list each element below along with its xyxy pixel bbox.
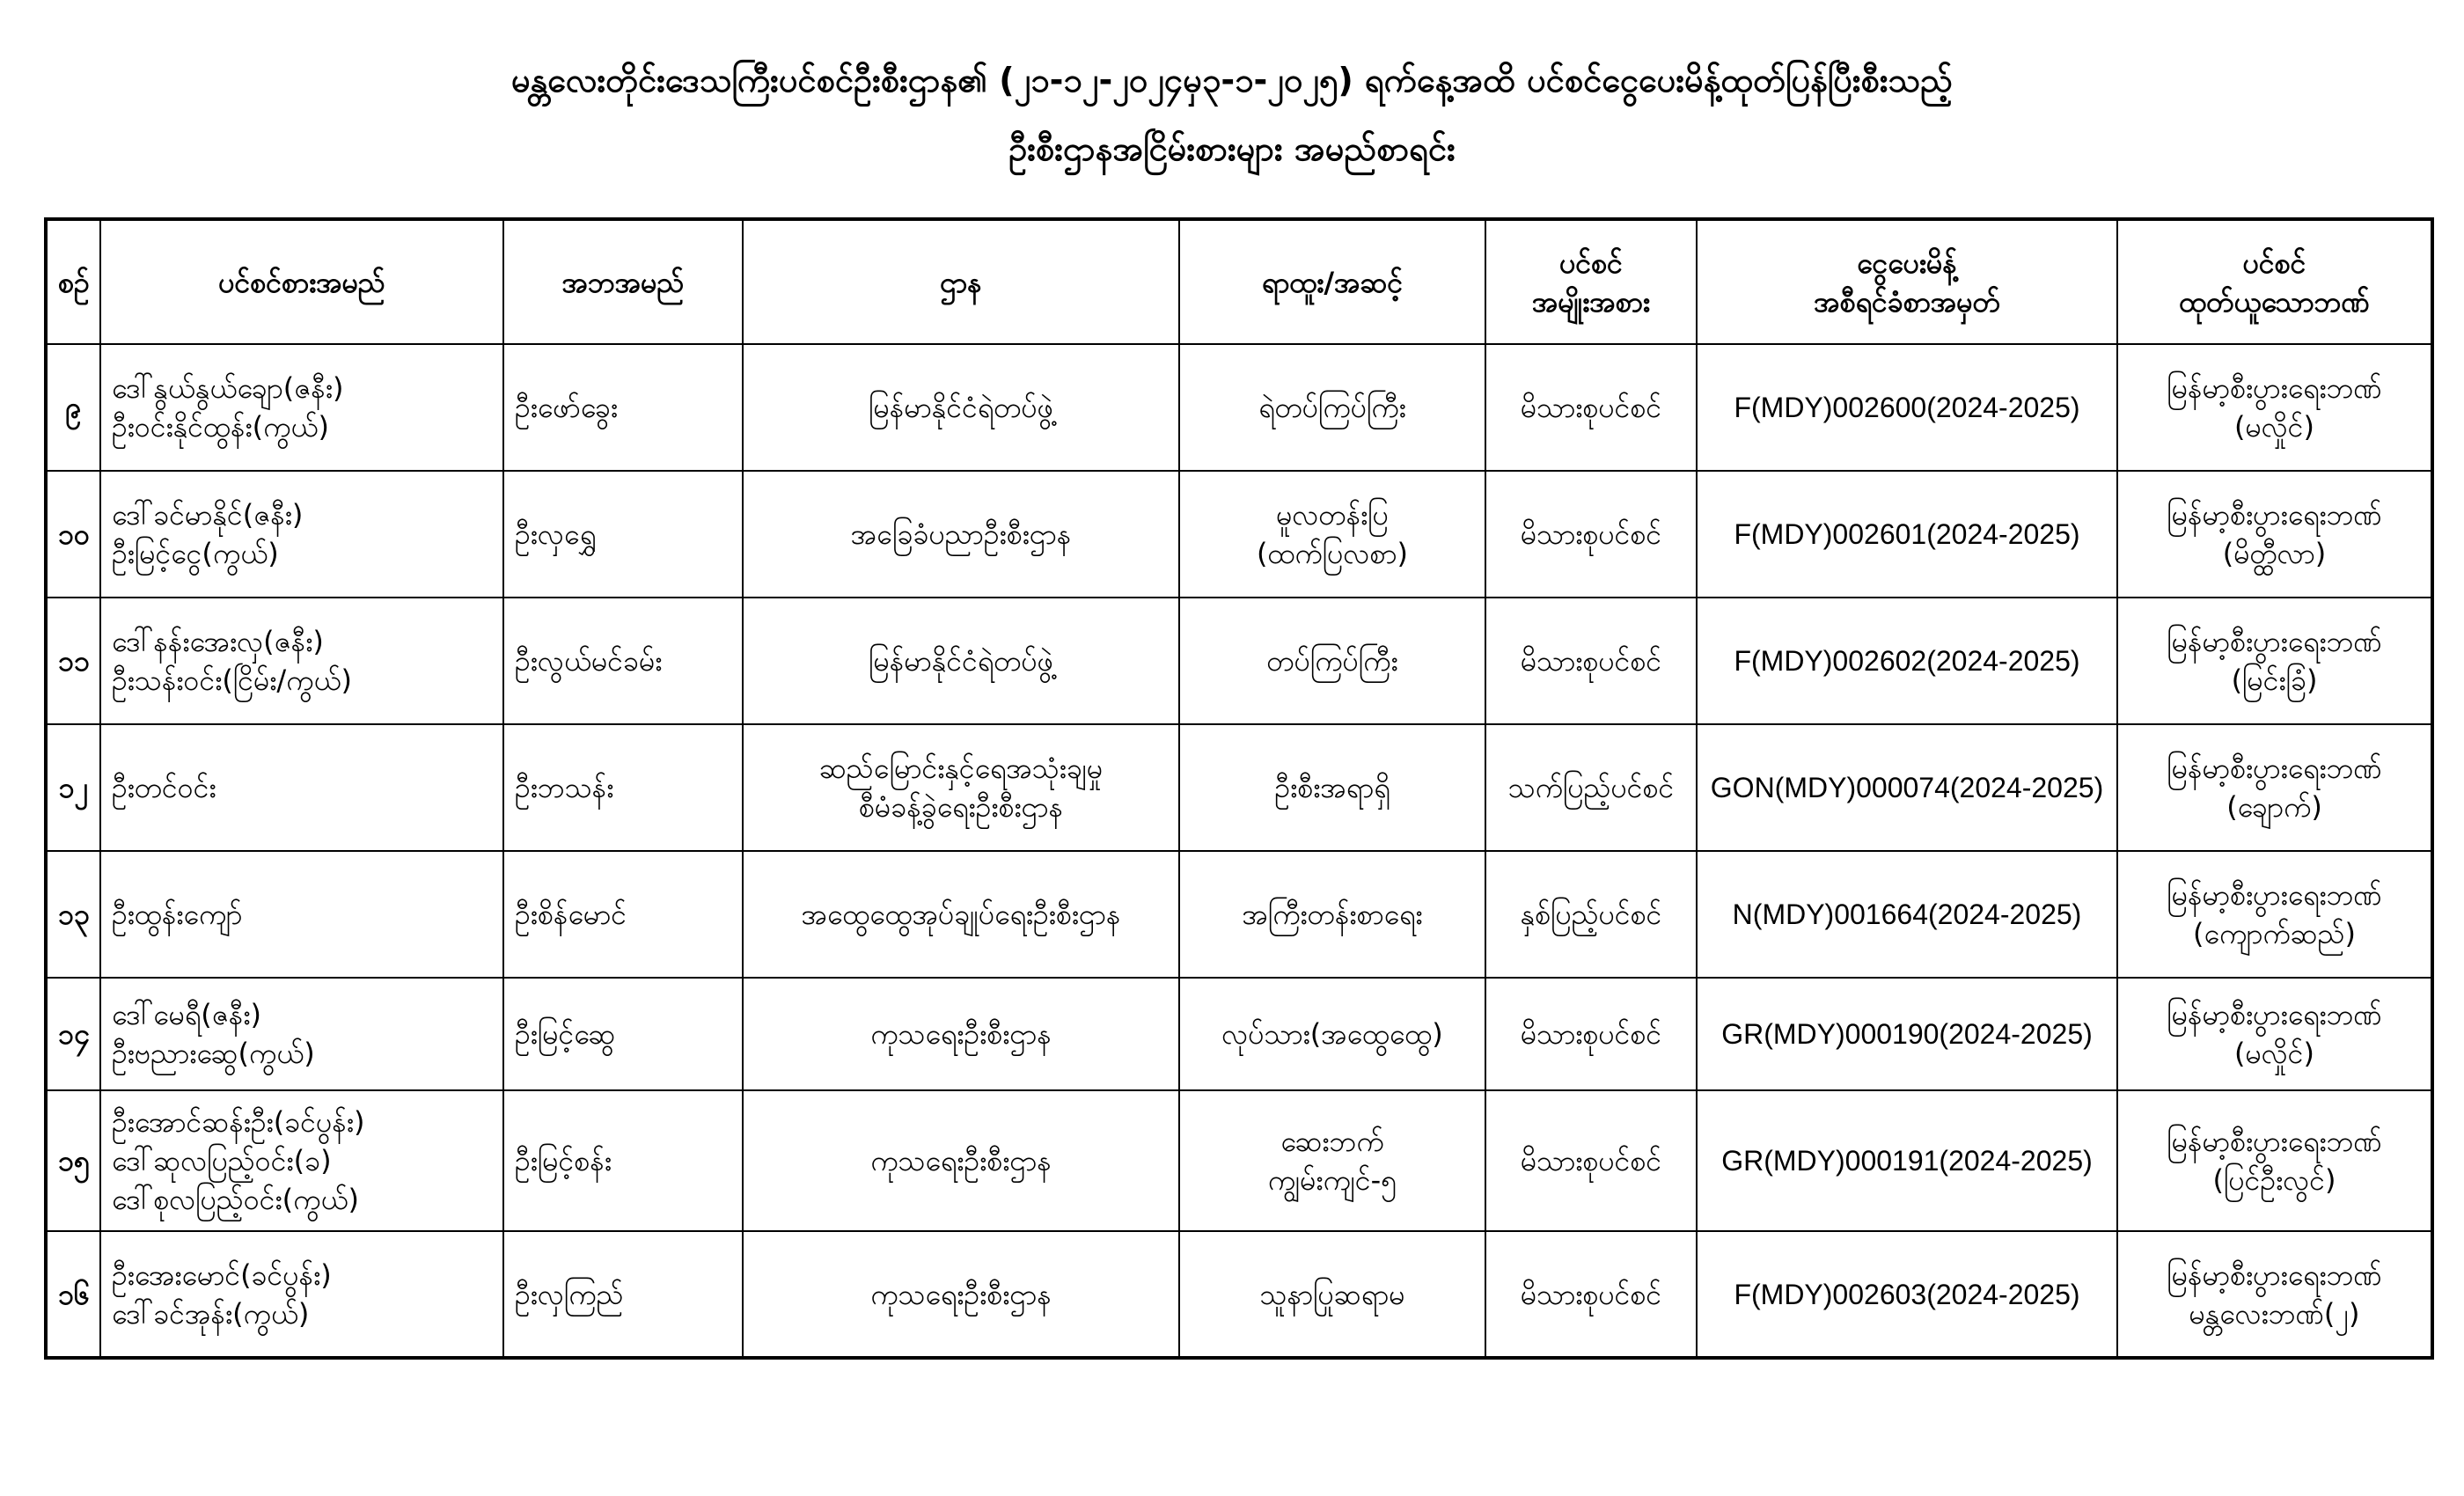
header-department: ဌာန (743, 219, 1179, 344)
header-pension-type (1485, 219, 1697, 344)
bank (2117, 851, 2432, 978)
table-row (46, 471, 2432, 598)
header-rank-line: ရာထူး/အဆင့် (1261, 265, 1404, 299)
department (743, 471, 1179, 598)
department-line: အထွေထွေအုပ်ချုပ်ရေးဦးစီးဌာန (801, 898, 1121, 931)
header-order-no-line-2: အစီရင်ခံစာအမှတ် (1814, 284, 2000, 319)
department (743, 1090, 1179, 1231)
rank-line: ဦးစီးအရာရှိ (1274, 771, 1390, 804)
row-number: ၁၂ (46, 724, 100, 851)
department-line: အခြေခံပညာဦးစီးဌာန (850, 517, 1072, 551)
pensioner-name (100, 851, 503, 978)
row-number: ၁၁ (46, 598, 100, 724)
department (743, 598, 1179, 724)
table-row (46, 598, 2432, 724)
pensioner-name-line: ဦးထွန်းကျော် (112, 898, 243, 931)
rank (1179, 1090, 1485, 1231)
header-pensioner: ပင်စင်စားအမည် (100, 219, 503, 344)
title-line-1: မန္တလေးတိုင်းဒေသကြီးပင်စင်ဦးစီးဌာန၏ (၂၁-၁၂-၂၀၂၄မှ၃-၁-၂၀၂၅) ရက်နေ့အထိ ပင်စင်ငွေပေးမိန့်ထုတ်ပြန်ပြီးစီးသည့် (510, 61, 1954, 99)
father-name: ဦးလှရွှေ (503, 471, 743, 598)
bank (2117, 724, 2432, 851)
order-number: F(MDY)002603(2024-2025) (1697, 1231, 2117, 1358)
pension-type: မိသားစုပင်စင် (1485, 471, 1697, 598)
order-number: F(MDY)002602(2024-2025) (1697, 598, 2117, 724)
header-rank (1179, 219, 1485, 344)
pensioner-name-line: ဦးမြင့်ငွေ(ကွယ်) (112, 537, 279, 570)
bank (2117, 978, 2432, 1090)
rank-line: ဆေးဘက် (1280, 1125, 1384, 1158)
row-number: ၉ (46, 344, 100, 471)
rank (1179, 344, 1485, 471)
rank-line: မူလတန်းပြ (1276, 498, 1389, 532)
department-line: ကုသရေးဦးစီးဌာန (870, 1144, 1052, 1177)
order-number: GR(MDY)000191(2024-2025) (1697, 1090, 2117, 1231)
department (743, 978, 1179, 1090)
pensioner-name-line: ဦးတင်ဝင်း (112, 771, 216, 804)
pensioner-name (100, 1231, 503, 1358)
row-number: ၁၀ (46, 471, 100, 598)
bank-line: မြန်မာ့စီးပွားရေးဘဏ် (2167, 878, 2382, 912)
rank-line: ရဲတပ်ကြပ်ကြီး (1258, 391, 1406, 424)
header-order-no-line-1: ငွေပေးမိန့် (1857, 246, 1957, 280)
rank-line: အကြီးတန်းစာရေး (1242, 898, 1423, 931)
bank-line: မြန်မာ့စီးပွားရေးဘဏ် (2167, 752, 2382, 785)
pension-table (44, 217, 2434, 1360)
department-line: စီမံခန့်ခွဲရေးဦးစီးဌာန (858, 790, 1064, 824)
order-number: F(MDY)002601(2024-2025) (1697, 471, 2117, 598)
bank-line: မြန်မာ့စီးပွားရေးဘဏ် (2167, 625, 2382, 658)
order-number: GON(MDY)000074(2024-2025) (1697, 724, 2117, 851)
department-line: ကုသရေးဦးစီးဌာန (870, 1277, 1052, 1311)
department-line: မြန်မာနိုင်ငံရဲတပ်ဖွဲ့ (869, 644, 1053, 678)
pension-type: မိသားစုပင်စင် (1485, 1090, 1697, 1231)
document-title (0, 55, 2464, 174)
department-line: မြန်မာနိုင်ငံရဲတပ်ဖွဲ့ (869, 391, 1053, 424)
bank-line: မြန်မာ့စီးပွားရေးဘဏ် (2167, 371, 2382, 405)
header-order-no (1697, 219, 2117, 344)
rank (1179, 471, 1485, 598)
department (743, 344, 1179, 471)
father-name: ဦးဖော်ခွေး (503, 344, 743, 471)
bank-line: မြန်မာ့စီးပွားရေးဘဏ် (2167, 1258, 2382, 1292)
rank-line: လုပ်သား(အထွေထွေ) (1221, 1017, 1443, 1051)
pensioner-name (100, 1090, 503, 1231)
header-father: အဘအမည် (503, 219, 743, 344)
pensioner-name (100, 598, 503, 724)
table-row (46, 344, 2432, 471)
pensioner-name-line: ဦးအောင်ဆန်းဦး(ခင်ပွန်း) (112, 1105, 365, 1139)
bank-line: (မလှိုင်) (2234, 410, 2314, 444)
pensioner-name-line: ဦးဗညားဆွေ(ကွယ်) (112, 1037, 315, 1070)
pensioner-name (100, 978, 503, 1090)
bank-line: (ကျောက်ဆည်) (2192, 917, 2357, 950)
pensioner-name-line: ဒေါ်နွယ်နွယ်ချော(ဇနီး) (112, 371, 344, 405)
father-name: ဦးမြင့်ဆွေ (503, 978, 743, 1090)
table-header-row (46, 219, 2432, 344)
header-pension-type-line-2: အမျိုးအစား (1531, 284, 1651, 319)
pensioner-name-line: ဦးအေးမောင်(ခင်ပွန်း) (112, 1258, 332, 1292)
bank-line: (မိတ္ထီလာ) (2222, 537, 2327, 570)
bank (2117, 598, 2432, 724)
rank-line: သူနာပြုဆရာမ (1259, 1277, 1405, 1311)
pensioner-name (100, 344, 503, 471)
bank (2117, 1231, 2432, 1358)
bank (2117, 1090, 2432, 1231)
father-name: ဦးလွယ်မင်ခမ်း (503, 598, 743, 724)
row-number: ၁၅ (46, 1090, 100, 1231)
department (743, 1231, 1179, 1358)
row-number: ၁၃ (46, 851, 100, 978)
order-number: GR(MDY)000190(2024-2025) (1697, 978, 2117, 1090)
pensioner-name-line: ဒေါ်စုလပြည့်ဝင်း(ကွယ်) (112, 1183, 359, 1216)
pension-type: နှစ်ပြည့်ပင်စင် (1485, 851, 1697, 978)
table-row (46, 1231, 2432, 1358)
pension-type: မိသားစုပင်စင် (1485, 598, 1697, 724)
header-pension-type-line-1: ပင်စင် (1559, 246, 1623, 280)
pension-type: မိသားစုပင်စင် (1485, 978, 1697, 1090)
row-number: ၁၄ (46, 978, 100, 1090)
header-bank (2117, 219, 2432, 344)
department-line: ကုသရေးဦးစီးဌာန (870, 1017, 1052, 1051)
pensioner-name (100, 471, 503, 598)
pensioner-name-line: ဒေါ်ခင်မာနိုင်(ဇနီး) (112, 498, 304, 532)
table-row (46, 978, 2432, 1090)
pension-type: သက်ပြည့်ပင်စင် (1485, 724, 1697, 851)
row-number: ၁၆ (46, 1231, 100, 1358)
rank-line: ကျွမ်းကျင်-၅ (1267, 1163, 1397, 1197)
bank-line: (မလှိုင်) (2234, 1037, 2314, 1070)
rank (1179, 978, 1485, 1090)
father-name: ဦးဘသန်း (503, 724, 743, 851)
department (743, 724, 1179, 851)
bank (2117, 344, 2432, 471)
rank (1179, 1231, 1485, 1358)
bank-line: မြန်မာ့စီးပွားရေးဘဏ် (2167, 1125, 2382, 1158)
title-line-2: ဦးစီးဌာနအငြိမ်းစားများ အမည်စာရင်း (1008, 129, 1456, 168)
rank (1179, 724, 1485, 851)
rank-line: တပ်ကြပ်ကြီး (1266, 644, 1398, 678)
table-row (46, 851, 2432, 978)
father-name: ဦးလှကြည် (503, 1231, 743, 1358)
rank-line: (ထက်ပြလစာ) (1257, 537, 1408, 570)
pensioner-name-line: ဦးဝင်းနိုင်ထွန်း(ကွယ်) (112, 410, 329, 444)
bank-line: မြန်မာ့စီးပွားရေးဘဏ် (2167, 498, 2382, 532)
pensioner-name-line: ဒေါ်ခင်အုန်း(ကွယ်) (112, 1296, 310, 1331)
bank-line: (ချောက်) (2226, 790, 2322, 824)
table-row (46, 724, 2432, 851)
header-bank-line-1: ပင်စင် (2242, 246, 2306, 280)
bank-line: မန္တလေးဘဏ်(၂) (2189, 1296, 2360, 1331)
order-number: N(MDY)001664(2024-2025) (1697, 851, 2117, 978)
pensioner-name-line: ဒေါ်ဆုလပြည့်ဝင်း(ခ) (112, 1144, 332, 1177)
department-line: ဆည်မြောင်းနှင့်ရေအသုံးချမှု (818, 752, 1104, 785)
bank (2117, 471, 2432, 598)
rank (1179, 851, 1485, 978)
pension-type: မိသားစုပင်စင် (1485, 1231, 1697, 1358)
order-number: F(MDY)002600(2024-2025) (1697, 344, 2117, 471)
header-bank-line-2: ထုတ်ယူသောဘဏ် (2179, 284, 2370, 319)
pensioner-name-line: ဦးသန်းဝင်း(ငြိမ်း/ကွယ်) (112, 664, 352, 697)
rank (1179, 598, 1485, 724)
bank-line: (ပြင်ဦးလွင်) (2212, 1163, 2336, 1197)
pensioner-name (100, 724, 503, 851)
pension-type: မိသားစုပင်စင် (1485, 344, 1697, 471)
table-row (46, 1090, 2432, 1231)
pensioner-name-line: ဒေါ်နန်းအေးလှ(ဇနီး) (112, 625, 324, 658)
pensioner-name-line: ဒေါ်မေရီ(ဇနီး) (112, 998, 261, 1031)
bank-line: (မြင်းခြံ) (2231, 664, 2318, 697)
bank-line: မြန်မာ့စီးပွားရေးဘဏ် (2167, 998, 2382, 1031)
father-name: ဦးမြင့်စန်း (503, 1090, 743, 1231)
department (743, 851, 1179, 978)
header-no: စဉ် (46, 219, 100, 344)
father-name: ဦးစိန်မောင် (503, 851, 743, 978)
